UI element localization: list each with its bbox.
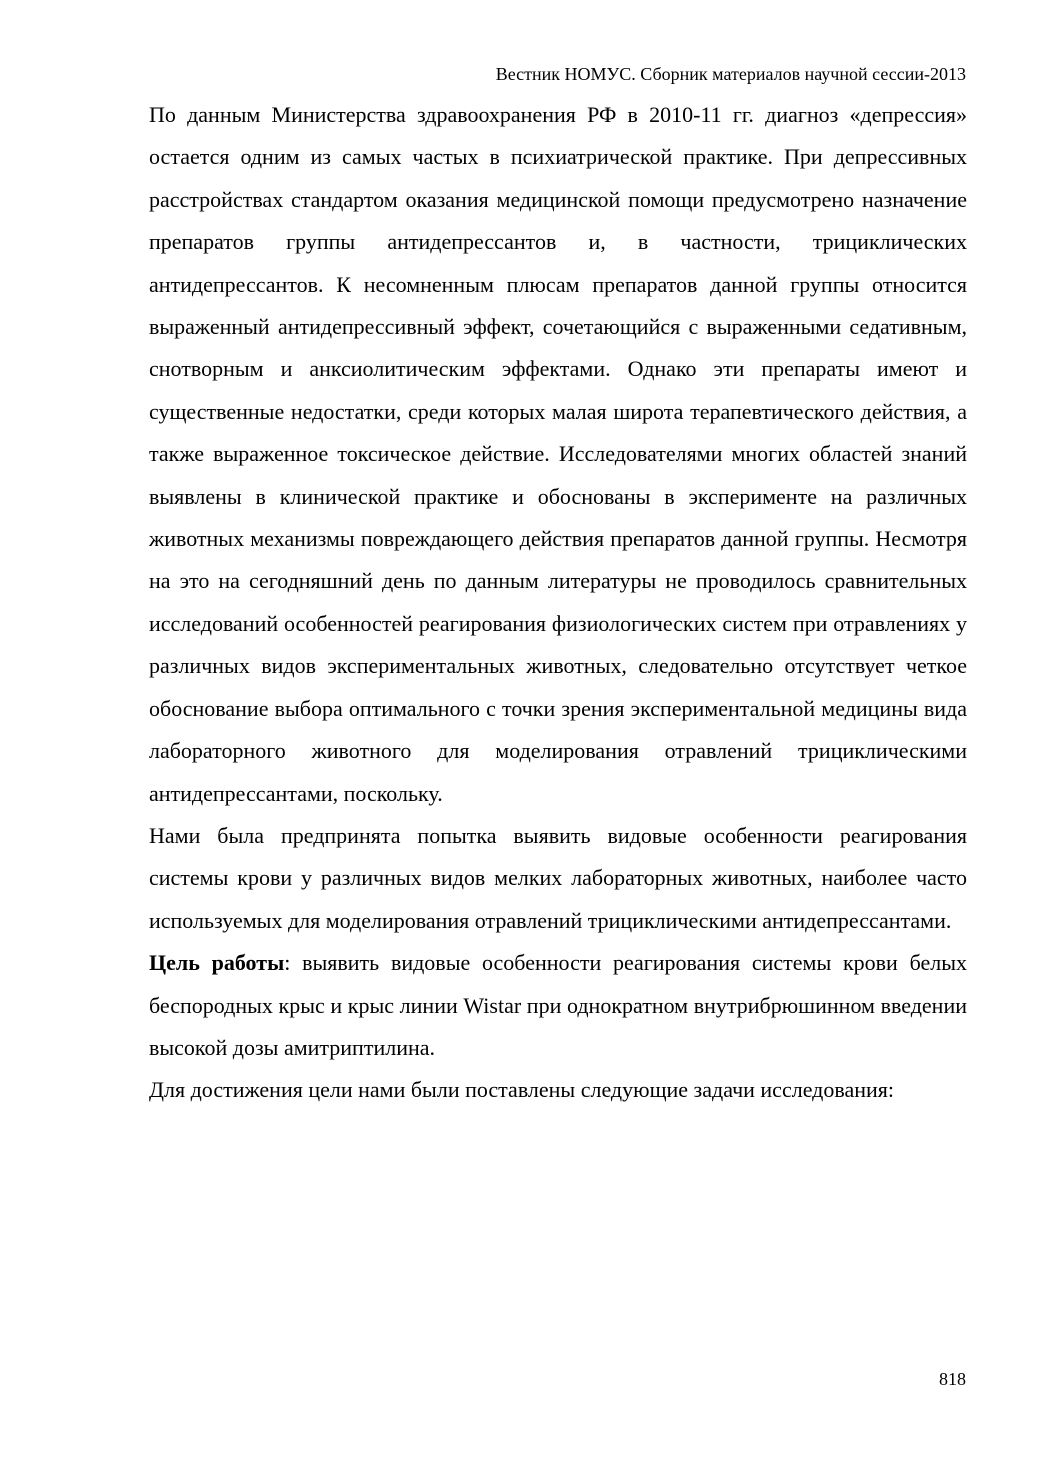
- running-header: Вестник НОМУС. Сборник материалов научной сессии-2013: [495, 64, 966, 84]
- goal-label: Цель работы: [149, 950, 285, 976]
- paragraph-attempt: Нами была предпринята попытка выявить видовые особенности реагирования системы крови у различных видов мелких лабораторных животных, наиболее часто используемых для моделирования отравлений трициклическими антидепрессантами.: [149, 822, 967, 933]
- page-number: 818: [939, 1369, 966, 1389]
- paragraph-intro: По данным Министерства здравоохранения РФ в 2010-11 гг. диагноз «депрессия» остается одним из самых частых в психиатрической практике. При депрессивных расстройствах стандартом оказания медицинской помощи предусмотрено назначение препаратов группы антидепрессантов и, в частности, трициклических антидепрессантов. К несомненным плюсам препаратов данной группы относится выраженный антидепрессивный эффект, сочетающийся с выраженными седативным, снотворным и анксиолитическим эффектами. Однако эти препараты имеют и существенные недостатки, среди которых малая широта терапевтического действия, а также выраженное токсическое действие. Исследователями многих областей знаний выявлены в клинической практике и обоснованы в эксперименте на различных животных механизмы повреждающего действия препаратов данной группы. Несмотря на это на сегодняшний день по данным литературы не проводилось сравнительных исследований особенностей реагирования физиологических систем при отравлениях у различных видов экспериментальных животных, следовательно отсутствует четкое обоснование выбора оптимального с точки зрения экспериментальной медицины вида лабораторного животного для моделирования отравлений трициклическими антидепрессантами, поскольку.: [149, 102, 967, 806]
- body-text: [149, 94, 967, 1112]
- goal-text: : выявить видовые особенности реагирования системы крови белых беспородных крыс и крыс линии Wistar при однократном внутрибрюшинном введении высокой дозы амитриптилина.: [149, 950, 967, 1060]
- paragraph-tasks: Для достижения цели нами были поставлены следующие задачи исследования:: [149, 1077, 895, 1103]
- paragraph-goal: [149, 942, 967, 1069]
